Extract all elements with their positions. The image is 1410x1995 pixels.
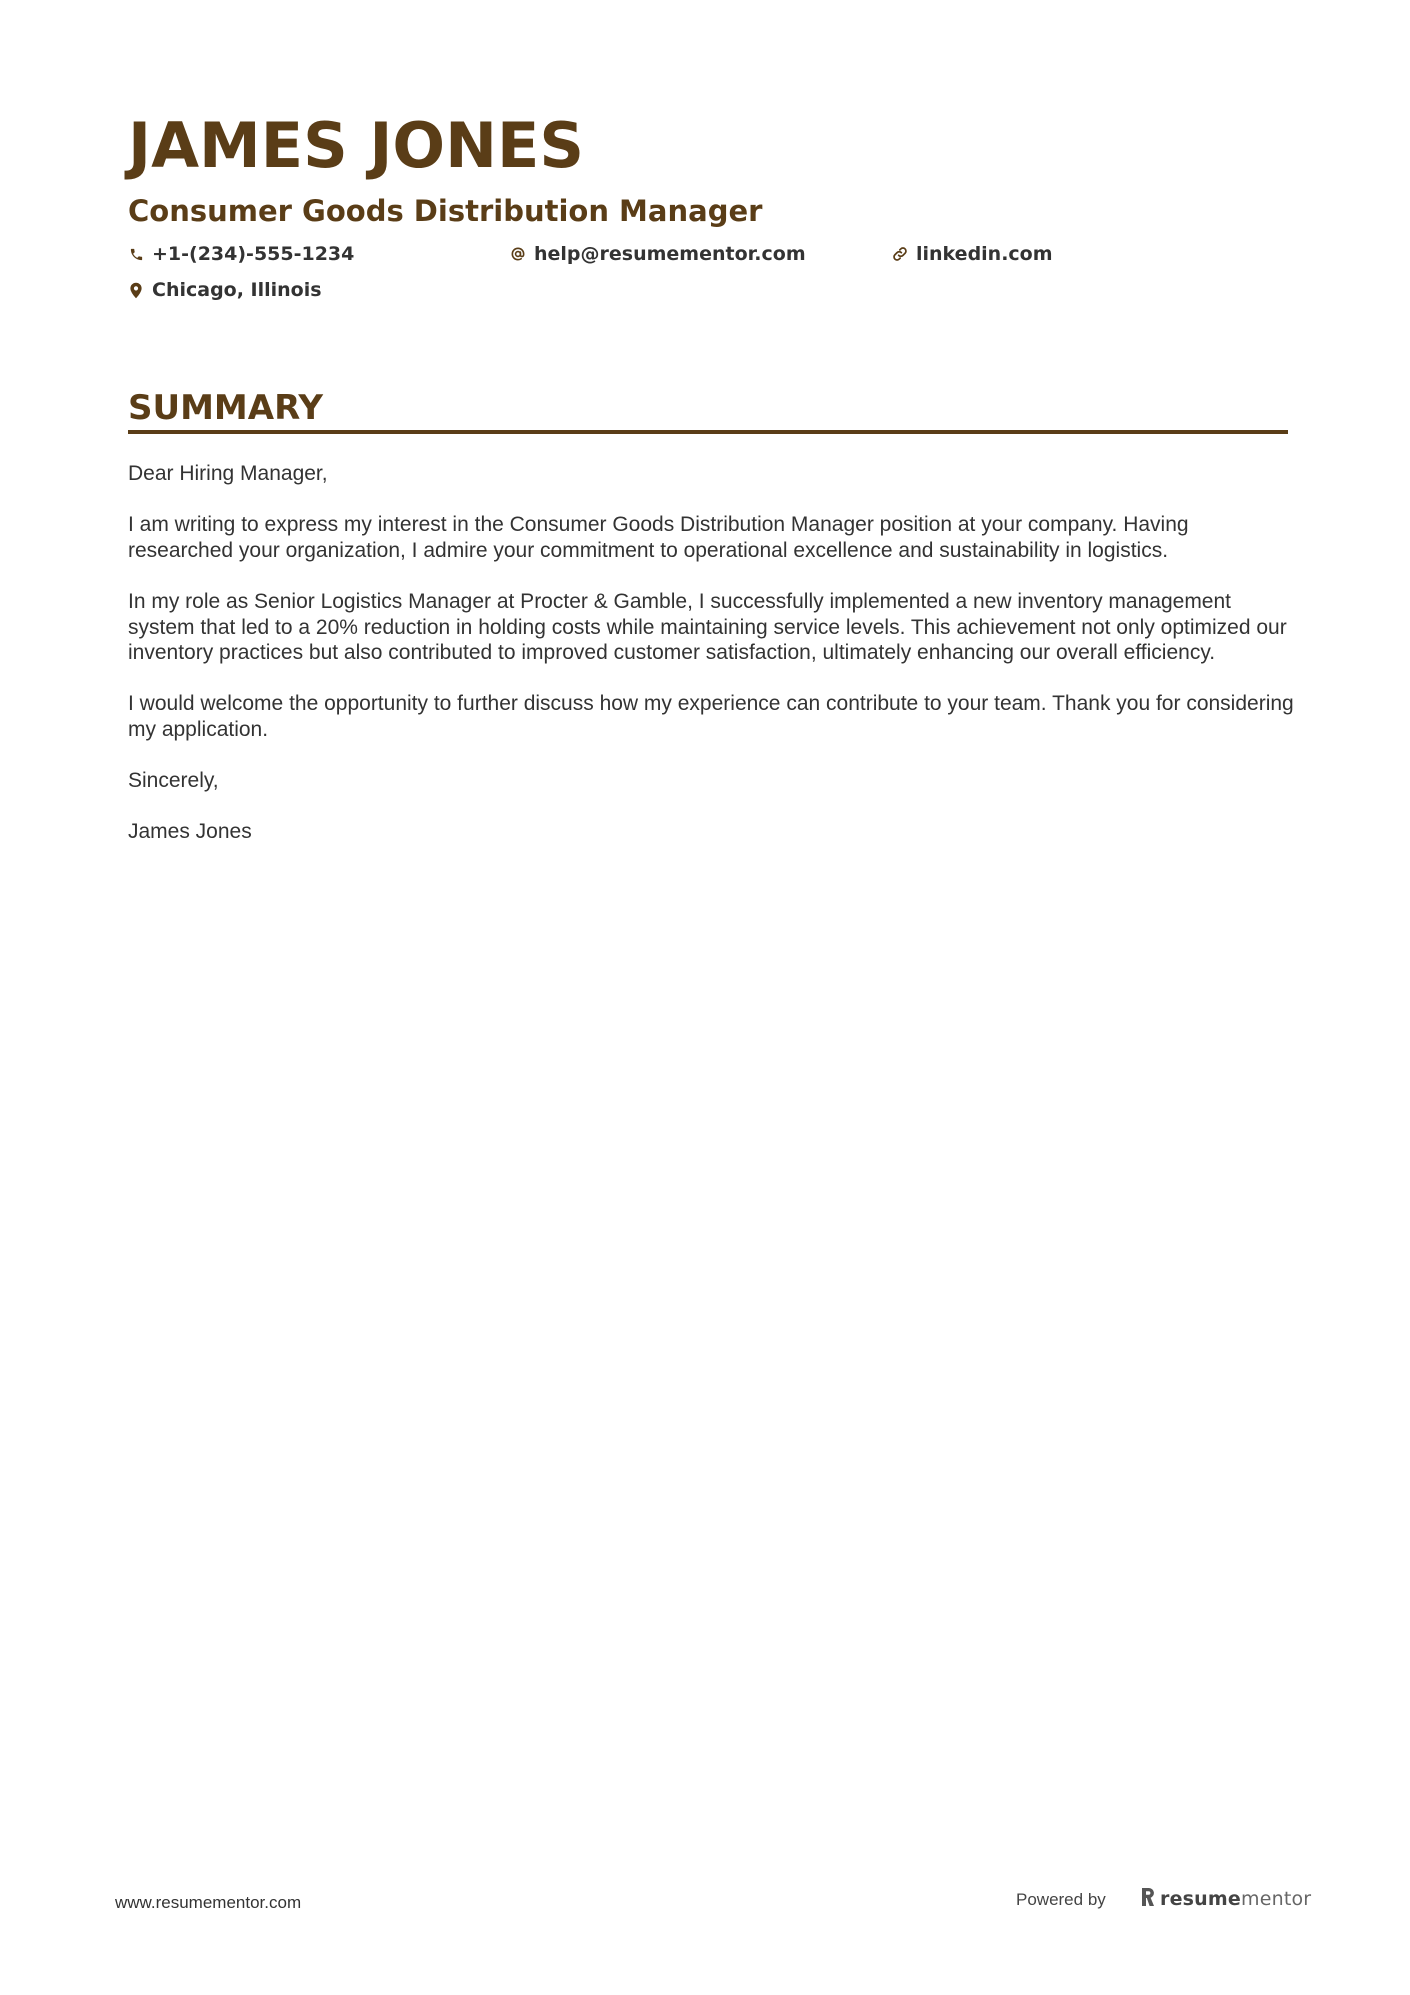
letter-paragraph: In my role as Senior Logistics Manager at Procter & Gamble, I successfully implemented a new inventory management system that led to a 20% reduction in holding costs while maintaining service levels. This achievement not only optimized our inventory practices but also contributed to improved customer satisfaction, ultimately enhancing our overall efficiency. [128, 589, 1287, 665]
contact-website [892, 241, 1053, 267]
candidate-name: JAMES JONES [128, 109, 585, 182]
at-icon [510, 245, 526, 263]
map-pin-icon [128, 281, 144, 299]
footer-url[interactable]: www.resumementor.com [115, 1893, 302, 1912]
summary-heading: SUMMARY [128, 388, 324, 428]
contact-phone [128, 241, 354, 267]
letter-paragraph: I would welcome the opportunity to further discuss how my experience can contribute to your team. Thank you for considering my application. [128, 692, 1294, 741]
letter-body [128, 461, 1298, 871]
resumementor-logo-icon [1140, 1887, 1156, 1912]
phone-text: +1-(234)-555-1234 [152, 243, 355, 265]
job-title: Consumer Goods Distribution Manager [128, 194, 763, 228]
email-text[interactable]: help@resumementor.com [534, 243, 806, 265]
powered-by-label: Powered by [1016, 1890, 1106, 1909]
resumementor-logo[interactable] [1140, 1885, 1311, 1913]
signature-name: James Jones [128, 820, 252, 844]
closing: Sincerely, [128, 769, 219, 793]
contact-location [128, 277, 322, 303]
brand-bold-text: resume [1160, 1888, 1241, 1910]
brand-light-text: mentor [1240, 1888, 1312, 1910]
section-divider [128, 430, 1288, 434]
location-text: Chicago, Illinois [152, 279, 322, 301]
salutation: Dear Hiring Manager, [128, 462, 328, 485]
website-text[interactable]: linkedin.com [916, 243, 1053, 265]
contact-email [510, 241, 806, 267]
letter-paragraph: I am writing to express my interest in the Consumer Goods Distribution Manager position at your company. Having researched your organization, I admire your commitment to operational excellence and sustainability in logistics. [128, 513, 1189, 562]
phone-icon [128, 245, 144, 263]
link-icon [892, 245, 908, 263]
